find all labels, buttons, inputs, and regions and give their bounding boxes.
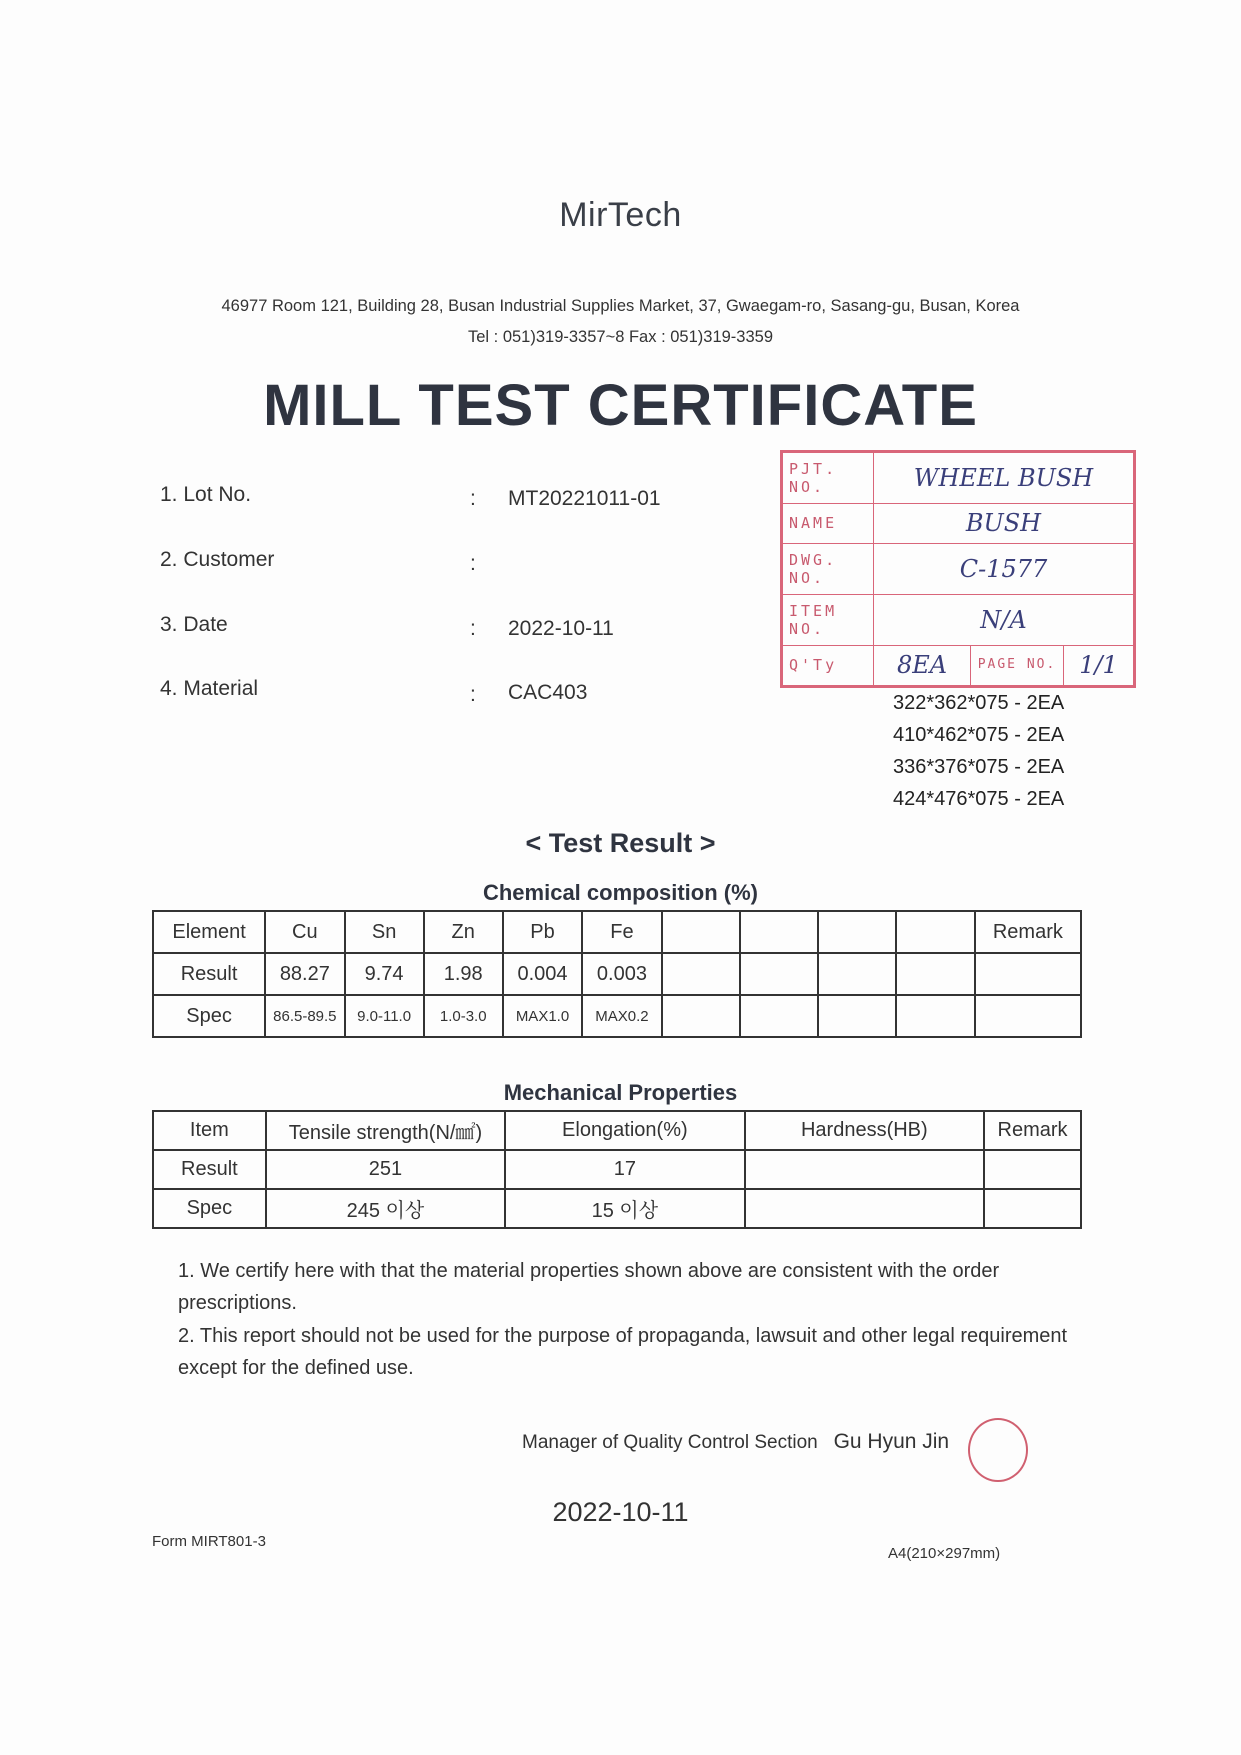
material-colon: : <box>470 683 476 706</box>
customer-colon: : <box>470 552 476 575</box>
name-value: BUSH <box>874 504 1134 544</box>
lot-no-label: 1. Lot No. <box>160 483 252 506</box>
table-cell: 245 이상 <box>266 1189 505 1228</box>
chemical-spec-row <box>153 995 1081 1037</box>
table-header-cell: Pb <box>503 911 582 953</box>
mechanical-header-row <box>153 1111 1081 1150</box>
table-header-cell: Cu <box>265 911 344 953</box>
table-header-cell <box>818 911 896 953</box>
table-header-cell: Remark <box>984 1111 1081 1150</box>
table-cell: Spec <box>153 1189 266 1228</box>
mechanical-title: Mechanical Properties <box>503 1080 738 1105</box>
signature-line <box>522 1430 949 1454</box>
table-cell: MAX1.0 <box>503 995 582 1037</box>
table-header-cell: Sn <box>345 911 424 953</box>
mechanical-spec-row <box>153 1189 1081 1228</box>
qty-label: Q'Ty <box>783 645 874 685</box>
table-cell: MAX0.2 <box>582 995 661 1037</box>
table-cell <box>975 995 1081 1037</box>
table-cell: Result <box>153 1150 266 1189</box>
table-cell <box>896 953 974 995</box>
table-header-cell: Hardness(HB) <box>745 1111 984 1150</box>
table-header-cell: Item <box>153 1111 266 1150</box>
company-contact: Tel : 051)319-3357~8 Fax : 051)319-3359 <box>467 328 773 346</box>
company-name: MirTech <box>559 196 682 234</box>
material-value: CAC403 <box>508 681 588 704</box>
lot-no-value: MT20221011-01 <box>508 487 661 510</box>
chemical-table <box>152 910 1082 1038</box>
project-stamp <box>780 450 1136 688</box>
size-line: 336*376*075 - 2EA <box>893 756 1065 778</box>
table-header-cell <box>740 911 818 953</box>
size-line: 322*362*075 - 2EA <box>893 692 1065 714</box>
table-cell: 0.003 <box>582 953 661 995</box>
table-cell <box>662 995 740 1037</box>
signature-date: 2022-10-11 <box>552 1497 689 1527</box>
table-cell: Result <box>153 953 265 995</box>
qty-value: 8EA <box>874 645 971 685</box>
certification-note: 1. We certify here with that the material properties shown above are consistent with the order prescriptions. <box>178 1260 1000 1314</box>
lot-no-colon: : <box>470 487 476 510</box>
paper-size: A4(210×297mm) <box>888 1545 1001 1562</box>
table-header-cell: Remark <box>975 911 1081 953</box>
table-cell: 86.5-89.5 <box>265 995 344 1037</box>
usage-note: 2. This report should not be used for the purpose of propaganda, lawsuit and other legal requirement except for the defined use. <box>178 1325 1068 1379</box>
table-cell <box>984 1150 1081 1189</box>
table-cell: 9.0-11.0 <box>345 995 424 1037</box>
date-label: 3. Date <box>160 613 228 636</box>
table-header-cell: Tensile strength(N/㎟) <box>266 1111 505 1150</box>
table-cell: 17 <box>505 1150 744 1189</box>
table-cell <box>975 953 1081 995</box>
pjt-no-value: WHEEL BUSH <box>874 453 1134 504</box>
table-cell <box>896 995 974 1037</box>
table-header-cell: Fe <box>582 911 661 953</box>
table-cell: Spec <box>153 995 265 1037</box>
table-cell <box>745 1150 984 1189</box>
table-cell: 1.98 <box>424 953 503 995</box>
table-header-cell <box>662 911 740 953</box>
signer-role: Manager of Quality Control Section <box>522 1432 818 1453</box>
table-header-cell: Elongation(%) <box>505 1111 744 1150</box>
chemical-result-row <box>153 953 1081 995</box>
signer-name: Gu Hyun Jin <box>833 1430 950 1453</box>
page-no-value: 1/1 <box>1064 645 1134 685</box>
date-colon: : <box>470 617 476 640</box>
item-no-label: ITEM NO. <box>783 594 874 645</box>
table-cell <box>818 995 896 1037</box>
size-line: 410*462*075 - 2EA <box>893 724 1065 746</box>
name-label: NAME <box>783 504 874 544</box>
material-label: 4. Material <box>160 677 259 700</box>
chemical-header-row <box>153 911 1081 953</box>
customer-label: 2. Customer <box>160 548 275 571</box>
table-cell <box>745 1189 984 1228</box>
table-cell: 15 이상 <box>505 1189 744 1228</box>
test-result-title: < Test Result > <box>525 828 716 858</box>
chemical-title: Chemical composition (%) <box>482 880 759 905</box>
date-value: 2022-10-11 <box>508 617 614 640</box>
item-no-value: N/A <box>874 594 1134 645</box>
mechanical-table <box>152 1110 1082 1229</box>
official-seal-icon <box>968 1418 1028 1482</box>
dwg-no-label: DWG. NO. <box>783 543 874 594</box>
form-number: Form MIRT801-3 <box>152 1533 266 1550</box>
table-header-cell: Element <box>153 911 265 953</box>
table-cell <box>818 953 896 995</box>
table-cell: 88.27 <box>265 953 344 995</box>
table-cell: 1.0-3.0 <box>424 995 503 1037</box>
table-cell <box>740 953 818 995</box>
page-no-label: PAGE NO. <box>971 645 1064 685</box>
table-cell: 251 <box>266 1150 505 1189</box>
table-header-cell: Zn <box>424 911 503 953</box>
size-line: 424*476*075 - 2EA <box>893 788 1065 810</box>
table-cell <box>740 995 818 1037</box>
mechanical-result-row <box>153 1150 1081 1189</box>
pjt-no-label: PJT. NO. <box>783 453 874 504</box>
table-cell <box>984 1189 1081 1228</box>
table-header-cell <box>896 911 974 953</box>
dwg-no-value: C-1577 <box>874 543 1134 594</box>
table-cell: 9.74 <box>345 953 424 995</box>
table-cell <box>662 953 740 995</box>
company-address: 46977 Room 121, Building 28, Busan Industrial Supplies Market, 37, Gwaegam-ro, Sasang-gu, Busan, Korea <box>221 297 1020 315</box>
document-title: MILL TEST CERTIFICATE <box>263 373 978 438</box>
table-cell: 0.004 <box>503 953 582 995</box>
